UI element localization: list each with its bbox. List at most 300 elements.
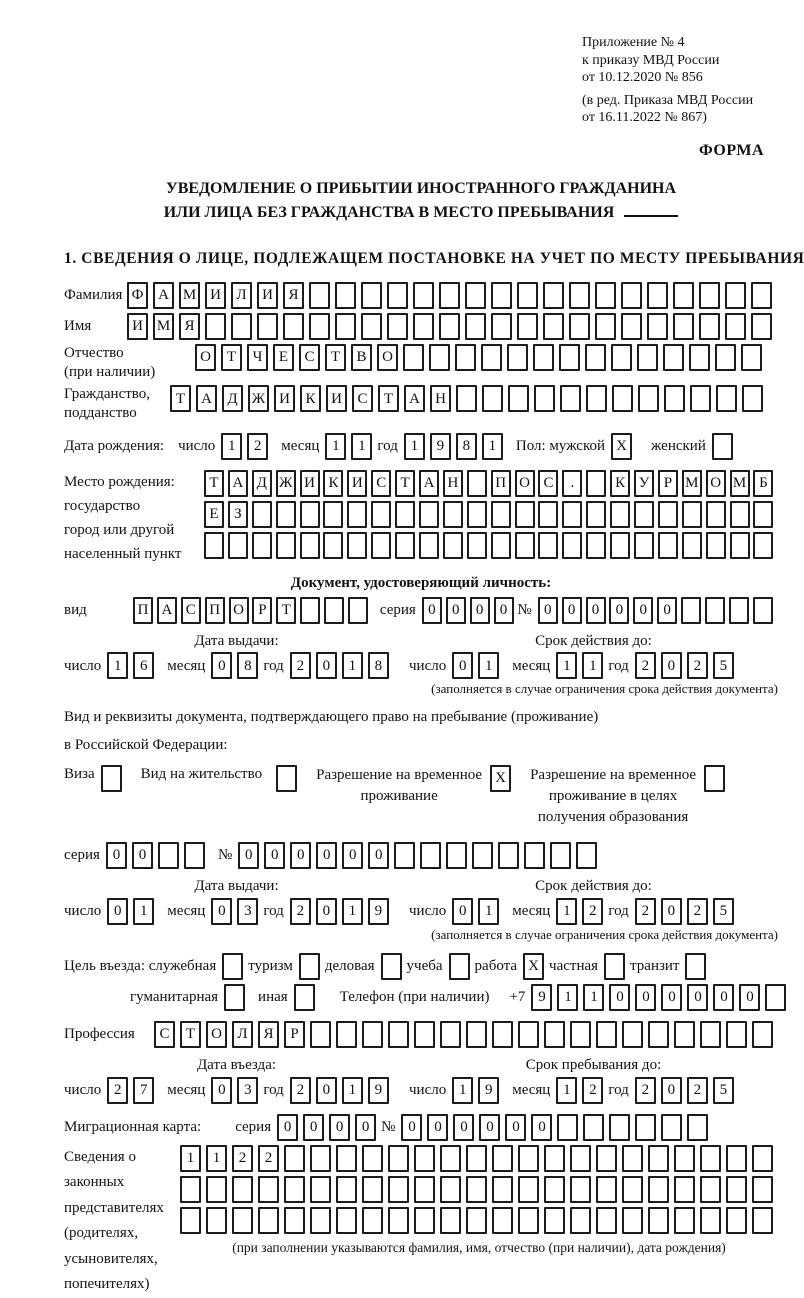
- char-cell[interactable]: [492, 1207, 513, 1234]
- char-cell[interactable]: 5: [713, 898, 734, 925]
- char-cell[interactable]: 0: [739, 984, 760, 1011]
- char-cell[interactable]: [712, 433, 733, 460]
- char-cell[interactable]: Р: [284, 1021, 305, 1048]
- char-cell[interactable]: 2: [582, 1077, 603, 1104]
- char-cell[interactable]: [300, 532, 320, 559]
- char-cell[interactable]: [394, 842, 415, 869]
- char-cell[interactable]: 1: [556, 898, 577, 925]
- char-cell[interactable]: 3: [237, 898, 258, 925]
- char-cell[interactable]: [517, 313, 538, 340]
- char-cell[interactable]: Т: [170, 385, 191, 412]
- char-cell[interactable]: 1: [351, 433, 372, 460]
- char-cell[interactable]: Ф: [127, 282, 148, 309]
- char-cell[interactable]: [387, 282, 408, 309]
- char-cell[interactable]: 0: [687, 984, 708, 1011]
- char-cell[interactable]: Я: [258, 1021, 279, 1048]
- char-cell[interactable]: [752, 1145, 773, 1172]
- char-cell[interactable]: [621, 313, 642, 340]
- char-cell[interactable]: [742, 385, 763, 412]
- char-cell[interactable]: [361, 282, 382, 309]
- char-cell[interactable]: 0: [303, 1114, 324, 1141]
- char-cell[interactable]: [637, 344, 658, 371]
- char-cell[interactable]: 0: [505, 1114, 526, 1141]
- char-cell[interactable]: 2: [687, 652, 708, 679]
- char-cell[interactable]: А: [419, 470, 439, 497]
- char-cell[interactable]: 0: [470, 597, 490, 624]
- char-cell[interactable]: [726, 1207, 747, 1234]
- char-cell[interactable]: [648, 1176, 669, 1203]
- char-cell[interactable]: О: [206, 1021, 227, 1048]
- char-cell[interactable]: К: [610, 470, 630, 497]
- char-cell[interactable]: 2: [247, 433, 268, 460]
- char-cell[interactable]: 0: [586, 597, 606, 624]
- char-cell[interactable]: [388, 1207, 409, 1234]
- char-cell[interactable]: 0: [264, 842, 285, 869]
- char-cell[interactable]: [491, 501, 511, 528]
- char-cell[interactable]: 8: [456, 433, 477, 460]
- char-cell[interactable]: О: [195, 344, 216, 371]
- char-cell[interactable]: [283, 313, 304, 340]
- char-cell[interactable]: [388, 1176, 409, 1203]
- char-cell[interactable]: [465, 313, 486, 340]
- char-cell[interactable]: 2: [258, 1145, 279, 1172]
- char-cell[interactable]: 2: [290, 1077, 311, 1104]
- char-cell[interactable]: 1: [582, 652, 603, 679]
- char-cell[interactable]: 0: [211, 1077, 232, 1104]
- char-cell[interactable]: 6: [133, 652, 154, 679]
- char-cell[interactable]: [704, 765, 725, 792]
- char-cell[interactable]: [395, 532, 415, 559]
- char-cell[interactable]: [753, 532, 773, 559]
- char-cell[interactable]: [440, 1021, 461, 1048]
- char-cell[interactable]: 0: [211, 652, 232, 679]
- char-cell[interactable]: [206, 1176, 227, 1203]
- char-cell[interactable]: Л: [232, 1021, 253, 1048]
- char-cell[interactable]: [518, 1207, 539, 1234]
- char-cell[interactable]: 9: [531, 984, 552, 1011]
- char-cell[interactable]: 0: [427, 1114, 448, 1141]
- char-cell[interactable]: 0: [107, 898, 128, 925]
- char-cell[interactable]: 0: [479, 1114, 500, 1141]
- char-cell[interactable]: [362, 1021, 383, 1048]
- char-cell[interactable]: [492, 1021, 513, 1048]
- char-cell[interactable]: Т: [276, 597, 296, 624]
- char-cell[interactable]: [455, 344, 476, 371]
- char-cell[interactable]: [204, 532, 224, 559]
- char-cell[interactable]: Т: [180, 1021, 201, 1048]
- char-cell[interactable]: [258, 1176, 279, 1203]
- char-cell[interactable]: 1: [478, 898, 499, 925]
- char-cell[interactable]: [362, 1176, 383, 1203]
- char-cell[interactable]: [224, 984, 245, 1011]
- char-cell[interactable]: 0: [452, 898, 473, 925]
- char-cell[interactable]: [491, 532, 511, 559]
- char-cell[interactable]: 5: [713, 652, 734, 679]
- char-cell[interactable]: [752, 1207, 773, 1234]
- char-cell[interactable]: [596, 1021, 617, 1048]
- char-cell[interactable]: [481, 344, 502, 371]
- char-cell[interactable]: [310, 1145, 331, 1172]
- char-cell[interactable]: [700, 1021, 721, 1048]
- char-cell[interactable]: 0: [368, 842, 389, 869]
- char-cell[interactable]: [648, 1145, 669, 1172]
- char-cell[interactable]: [753, 597, 773, 624]
- char-cell[interactable]: 1: [133, 898, 154, 925]
- char-cell[interactable]: А: [404, 385, 425, 412]
- char-cell[interactable]: О: [515, 470, 535, 497]
- char-cell[interactable]: [570, 1207, 591, 1234]
- char-cell[interactable]: Б: [753, 470, 773, 497]
- char-cell[interactable]: [232, 1207, 253, 1234]
- char-cell[interactable]: [612, 385, 633, 412]
- char-cell[interactable]: [498, 842, 519, 869]
- char-cell[interactable]: [586, 501, 606, 528]
- char-cell[interactable]: [335, 282, 356, 309]
- char-cell[interactable]: [276, 532, 296, 559]
- char-cell[interactable]: 5: [713, 1077, 734, 1104]
- char-cell[interactable]: [765, 984, 786, 1011]
- char-cell[interactable]: [517, 282, 538, 309]
- char-cell[interactable]: 0: [290, 842, 311, 869]
- char-cell[interactable]: [730, 501, 750, 528]
- char-cell[interactable]: [440, 1176, 461, 1203]
- char-cell[interactable]: [508, 385, 529, 412]
- char-cell[interactable]: 0: [713, 984, 734, 1011]
- char-cell[interactable]: [323, 532, 343, 559]
- char-cell[interactable]: [466, 1176, 487, 1203]
- char-cell[interactable]: [335, 313, 356, 340]
- char-cell[interactable]: Р: [658, 470, 678, 497]
- char-cell[interactable]: [621, 282, 642, 309]
- char-cell[interactable]: [726, 1145, 747, 1172]
- char-cell[interactable]: [205, 313, 226, 340]
- char-cell[interactable]: [414, 1176, 435, 1203]
- char-cell[interactable]: [413, 282, 434, 309]
- char-cell[interactable]: [604, 953, 625, 980]
- char-cell[interactable]: [751, 282, 772, 309]
- char-cell[interactable]: [570, 1021, 591, 1048]
- char-cell[interactable]: [752, 1176, 773, 1203]
- char-cell[interactable]: 1: [206, 1145, 227, 1172]
- char-cell[interactable]: [515, 532, 535, 559]
- char-cell[interactable]: П: [205, 597, 225, 624]
- char-cell[interactable]: О: [377, 344, 398, 371]
- char-cell[interactable]: 0: [355, 1114, 376, 1141]
- char-cell[interactable]: 2: [232, 1145, 253, 1172]
- char-cell[interactable]: [634, 532, 654, 559]
- char-cell[interactable]: [276, 765, 297, 792]
- char-cell[interactable]: [570, 1145, 591, 1172]
- char-cell[interactable]: [730, 532, 750, 559]
- char-cell[interactable]: 0: [657, 597, 677, 624]
- char-cell[interactable]: [414, 1021, 435, 1048]
- char-cell[interactable]: [682, 501, 702, 528]
- char-cell[interactable]: [252, 501, 272, 528]
- char-cell[interactable]: 2: [290, 652, 311, 679]
- char-cell[interactable]: И: [205, 282, 226, 309]
- char-cell[interactable]: [596, 1176, 617, 1203]
- char-cell[interactable]: 0: [329, 1114, 350, 1141]
- char-cell[interactable]: Т: [325, 344, 346, 371]
- char-cell[interactable]: [674, 1021, 695, 1048]
- char-cell[interactable]: [466, 1145, 487, 1172]
- char-cell[interactable]: [715, 344, 736, 371]
- char-cell[interactable]: [544, 1145, 565, 1172]
- char-cell[interactable]: 1: [404, 433, 425, 460]
- char-cell[interactable]: 1: [557, 984, 578, 1011]
- char-cell[interactable]: [538, 501, 558, 528]
- char-cell[interactable]: 8: [368, 652, 389, 679]
- char-cell[interactable]: [569, 313, 590, 340]
- char-cell[interactable]: [347, 532, 367, 559]
- char-cell[interactable]: Е: [204, 501, 224, 528]
- char-cell[interactable]: [706, 501, 726, 528]
- char-cell[interactable]: [336, 1207, 357, 1234]
- char-cell[interactable]: [491, 313, 512, 340]
- char-cell[interactable]: [544, 1176, 565, 1203]
- char-cell[interactable]: [622, 1145, 643, 1172]
- char-cell[interactable]: И: [347, 470, 367, 497]
- char-cell[interactable]: [583, 1114, 604, 1141]
- char-cell[interactable]: [596, 1207, 617, 1234]
- char-cell[interactable]: 0: [316, 1077, 337, 1104]
- char-cell[interactable]: 2: [635, 1077, 656, 1104]
- char-cell[interactable]: 1: [342, 1077, 363, 1104]
- char-cell[interactable]: 1: [583, 984, 604, 1011]
- char-cell[interactable]: [611, 344, 632, 371]
- char-cell[interactable]: [664, 385, 685, 412]
- char-cell[interactable]: [706, 532, 726, 559]
- char-cell[interactable]: Т: [221, 344, 242, 371]
- char-cell[interactable]: Я: [283, 282, 304, 309]
- char-cell[interactable]: [184, 842, 205, 869]
- char-cell[interactable]: Ж: [276, 470, 296, 497]
- char-cell[interactable]: [413, 313, 434, 340]
- char-cell[interactable]: [658, 532, 678, 559]
- char-cell[interactable]: К: [300, 385, 321, 412]
- char-cell[interactable]: 0: [661, 1077, 682, 1104]
- char-cell[interactable]: [518, 1176, 539, 1203]
- char-cell[interactable]: [294, 984, 315, 1011]
- char-cell[interactable]: 2: [687, 1077, 708, 1104]
- char-cell[interactable]: [609, 1114, 630, 1141]
- char-cell[interactable]: [336, 1176, 357, 1203]
- char-cell[interactable]: [232, 1176, 253, 1203]
- char-cell[interactable]: [446, 842, 467, 869]
- char-cell[interactable]: [300, 501, 320, 528]
- char-cell[interactable]: 0: [277, 1114, 298, 1141]
- char-cell[interactable]: [699, 313, 720, 340]
- char-cell[interactable]: [610, 532, 630, 559]
- char-cell[interactable]: [534, 385, 555, 412]
- char-cell[interactable]: [310, 1207, 331, 1234]
- char-cell[interactable]: [726, 1021, 747, 1048]
- char-cell[interactable]: 0: [633, 597, 653, 624]
- char-cell[interactable]: 0: [453, 1114, 474, 1141]
- char-cell[interactable]: [472, 842, 493, 869]
- char-cell[interactable]: 0: [316, 842, 337, 869]
- char-cell[interactable]: 1: [342, 898, 363, 925]
- char-cell[interactable]: 2: [635, 898, 656, 925]
- char-cell[interactable]: К: [323, 470, 343, 497]
- char-cell[interactable]: А: [157, 597, 177, 624]
- char-cell[interactable]: [362, 1207, 383, 1234]
- char-cell[interactable]: .: [562, 470, 582, 497]
- char-cell[interactable]: С: [181, 597, 201, 624]
- char-cell[interactable]: X: [523, 953, 544, 980]
- char-cell[interactable]: [538, 532, 558, 559]
- char-cell[interactable]: [685, 953, 706, 980]
- char-cell[interactable]: [700, 1145, 721, 1172]
- char-cell[interactable]: Н: [443, 470, 463, 497]
- char-cell[interactable]: [439, 282, 460, 309]
- char-cell[interactable]: 0: [132, 842, 153, 869]
- char-cell[interactable]: С: [538, 470, 558, 497]
- char-cell[interactable]: Е: [273, 344, 294, 371]
- char-cell[interactable]: 1: [180, 1145, 201, 1172]
- char-cell[interactable]: [348, 597, 368, 624]
- char-cell[interactable]: С: [299, 344, 320, 371]
- char-cell[interactable]: Н: [430, 385, 451, 412]
- char-cell[interactable]: [562, 501, 582, 528]
- char-cell[interactable]: 1: [482, 433, 503, 460]
- char-cell[interactable]: М: [153, 313, 174, 340]
- char-cell[interactable]: [726, 1176, 747, 1203]
- char-cell[interactable]: 1: [342, 652, 363, 679]
- char-cell[interactable]: [647, 313, 668, 340]
- char-cell[interactable]: [725, 313, 746, 340]
- char-cell[interactable]: 1: [325, 433, 346, 460]
- char-cell[interactable]: [228, 532, 248, 559]
- char-cell[interactable]: [381, 953, 402, 980]
- char-cell[interactable]: [622, 1021, 643, 1048]
- char-cell[interactable]: [206, 1207, 227, 1234]
- char-cell[interactable]: 1: [221, 433, 242, 460]
- char-cell[interactable]: [231, 313, 252, 340]
- char-cell[interactable]: В: [351, 344, 372, 371]
- char-cell[interactable]: 1: [478, 652, 499, 679]
- char-cell[interactable]: [586, 532, 606, 559]
- char-cell[interactable]: Ж: [248, 385, 269, 412]
- char-cell[interactable]: [673, 313, 694, 340]
- char-cell[interactable]: [705, 597, 725, 624]
- char-cell[interactable]: Д: [222, 385, 243, 412]
- char-cell[interactable]: И: [127, 313, 148, 340]
- char-cell[interactable]: [543, 313, 564, 340]
- char-cell[interactable]: [222, 953, 243, 980]
- char-cell[interactable]: [585, 344, 606, 371]
- char-cell[interactable]: [419, 501, 439, 528]
- char-cell[interactable]: Т: [395, 470, 415, 497]
- char-cell[interactable]: 0: [562, 597, 582, 624]
- char-cell[interactable]: [700, 1207, 721, 1234]
- char-cell[interactable]: [388, 1145, 409, 1172]
- char-cell[interactable]: [336, 1021, 357, 1048]
- char-cell[interactable]: [336, 1145, 357, 1172]
- char-cell[interactable]: У: [634, 470, 654, 497]
- char-cell[interactable]: [299, 953, 320, 980]
- char-cell[interactable]: [180, 1207, 201, 1234]
- char-cell[interactable]: [466, 1021, 487, 1048]
- char-cell[interactable]: 1: [556, 1077, 577, 1104]
- char-cell[interactable]: [309, 313, 330, 340]
- char-cell[interactable]: [310, 1176, 331, 1203]
- char-cell[interactable]: Я: [179, 313, 200, 340]
- char-cell[interactable]: [414, 1207, 435, 1234]
- char-cell[interactable]: [586, 470, 606, 497]
- char-cell[interactable]: [419, 532, 439, 559]
- char-cell[interactable]: [687, 1114, 708, 1141]
- char-cell[interactable]: [674, 1207, 695, 1234]
- char-cell[interactable]: И: [326, 385, 347, 412]
- char-cell[interactable]: [443, 532, 463, 559]
- char-cell[interactable]: [557, 1114, 578, 1141]
- char-cell[interactable]: 0: [661, 652, 682, 679]
- char-cell[interactable]: [361, 313, 382, 340]
- char-cell[interactable]: 0: [211, 898, 232, 925]
- char-cell[interactable]: [729, 597, 749, 624]
- char-cell[interactable]: 9: [430, 433, 451, 460]
- char-cell[interactable]: Ч: [247, 344, 268, 371]
- char-cell[interactable]: [347, 501, 367, 528]
- char-cell[interactable]: [661, 1114, 682, 1141]
- char-cell[interactable]: [576, 842, 597, 869]
- char-cell[interactable]: [716, 385, 737, 412]
- char-cell[interactable]: А: [153, 282, 174, 309]
- char-cell[interactable]: [429, 344, 450, 371]
- char-cell[interactable]: [440, 1207, 461, 1234]
- char-cell[interactable]: И: [274, 385, 295, 412]
- char-cell[interactable]: 0: [342, 842, 363, 869]
- char-cell[interactable]: 0: [452, 652, 473, 679]
- char-cell[interactable]: [456, 385, 477, 412]
- char-cell[interactable]: [595, 313, 616, 340]
- char-cell[interactable]: [681, 597, 701, 624]
- char-cell[interactable]: [524, 842, 545, 869]
- char-cell[interactable]: Т: [378, 385, 399, 412]
- char-cell[interactable]: [284, 1145, 305, 1172]
- char-cell[interactable]: [284, 1207, 305, 1234]
- char-cell[interactable]: [492, 1145, 513, 1172]
- char-cell[interactable]: 9: [368, 898, 389, 925]
- char-cell[interactable]: [467, 470, 487, 497]
- char-cell[interactable]: А: [228, 470, 248, 497]
- char-cell[interactable]: [518, 1145, 539, 1172]
- char-cell[interactable]: А: [196, 385, 217, 412]
- char-cell[interactable]: [674, 1145, 695, 1172]
- char-cell[interactable]: 2: [107, 1077, 128, 1104]
- char-cell[interactable]: [284, 1176, 305, 1203]
- char-cell[interactable]: [674, 1176, 695, 1203]
- char-cell[interactable]: [371, 501, 391, 528]
- char-cell[interactable]: [700, 1176, 721, 1203]
- char-cell[interactable]: 0: [661, 898, 682, 925]
- char-cell[interactable]: 0: [494, 597, 514, 624]
- char-cell[interactable]: [543, 282, 564, 309]
- char-cell[interactable]: 0: [531, 1114, 552, 1141]
- char-cell[interactable]: [550, 842, 571, 869]
- char-cell[interactable]: [467, 501, 487, 528]
- char-cell[interactable]: [439, 313, 460, 340]
- char-cell[interactable]: [362, 1145, 383, 1172]
- char-cell[interactable]: [533, 344, 554, 371]
- char-cell[interactable]: [300, 597, 320, 624]
- char-cell[interactable]: [586, 385, 607, 412]
- char-cell[interactable]: 0: [609, 597, 629, 624]
- char-cell[interactable]: [725, 282, 746, 309]
- char-cell[interactable]: [569, 282, 590, 309]
- char-cell[interactable]: [751, 313, 772, 340]
